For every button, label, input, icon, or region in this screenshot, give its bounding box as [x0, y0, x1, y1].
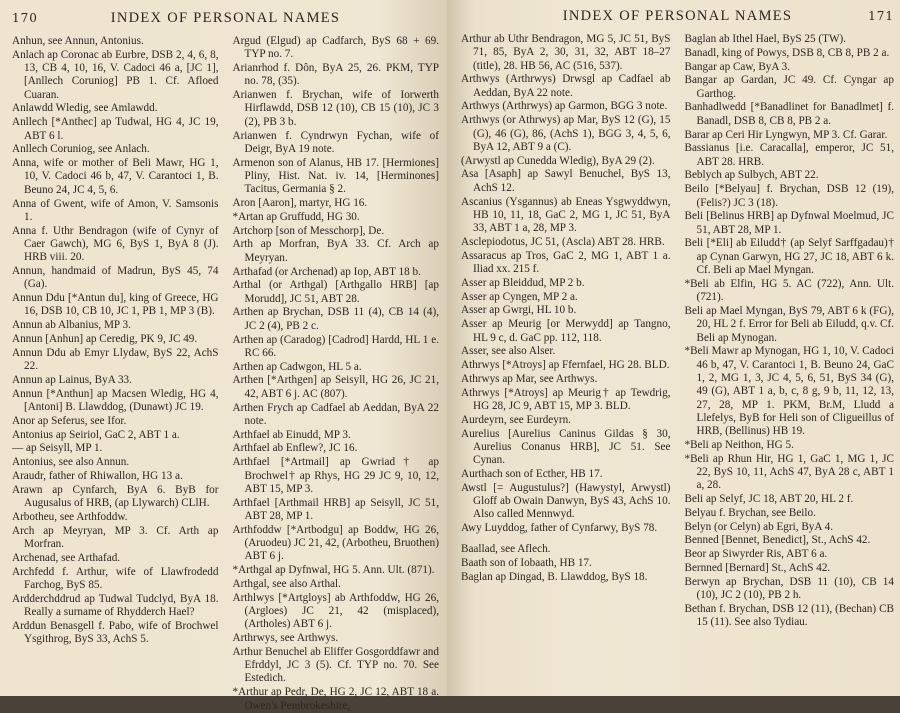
index-entry: Arthen [*Arthgen] ap Seisyll, HG 26, JC 21, 42, ABT 6 j. AC (807). [232, 374, 439, 400]
index-entry: Arthen ap (Caradog) [Cadrod] Hardd, HL 1 e. RC 66. [232, 333, 439, 359]
index-entry: Arianwen f. Cyndrwyn Fychan, wife of Deigr, ByA 19 note. [232, 129, 439, 155]
index-entry: Bangar ap Gardan, JC 49. Cf. Cyngar ap Garthog. [684, 74, 894, 100]
index-entry: Aurdeyrn, see Eurdeyrn. [461, 413, 571, 426]
index-entry: Asser ap Meurig [or Merwydd] ap Tangno, HL 9 c, d. GaC pp. 112, 118. [461, 318, 671, 344]
index-entry: Asclepiodotus, JC 51, (Ascla) ABT 28. HRB. [461, 235, 665, 248]
index-entry: Anlach ap Coronac ab Eurbre, DSB 2, 4, 6, 8, 13, CB 4, 10, 16, V. Cadoci 46 a, [JC 1], [Anllech Coruniog] PB 1. Cf. Afloed Cuaran. [12, 48, 219, 101]
index-entry: Antonius ap Seiriol, GaC 2, ABT 1 a. [12, 428, 180, 441]
index-entry: Banhadlwedd [*Banadlinet for Banadlmet] f. Banadl, DSB 8, CB 8, PB 2 a. [684, 101, 894, 127]
index-entry: Anor ap Seferus, see Ifor. [12, 414, 127, 427]
index-entry: Arthen ap Brychan, DSB 11 (4), CB 14 (4), JC 2 (4), PB 2 c. [232, 306, 439, 332]
index-entry: *Beli Mawr ap Mynogan, HG 1, 10, V. Cadoci 46 b, 47, V. Carantoci 1, B. Beuno 24, GaC 1, 2, MG 1, 3, JC 4, 5, 6, 51, ByS 34 (G), 49 (G), ABT 1 a, b, c, 8 g, 9 b, 11, 12, 13, 27, 28, MP 1. PKM, Br.M, Lludd a Llefelys, ByB for Heli son of Cligueillus of HRB, (Bellinus) HB 19. [684, 345, 894, 438]
index-entry: Anllech [*Anthec] ap Tudwal, HG 4, JC 19, ABT 6 l. [12, 116, 219, 142]
index-entry: Berwyn ap Brychan, DSB 11 (10), CB 14 (10), JC 2 (10), PB 2 h. [684, 575, 894, 602]
index-entry: *Arthur ap Pedr, De, HG 2, JC 12, ABT 18 a. Owen's Pembrokeshire, [232, 686, 439, 712]
index-entry: Bethan f. Brychan, DSB 12 (11), (Bechan) CB 15 (11). See also Tydiau. [684, 602, 894, 629]
running-head [461, 8, 894, 25]
index-entry: (Arwystl ap Cunedda Wledig), ByA 29 (2). [461, 154, 655, 167]
index-entry: Athrwys [*Atroys] ap Ffernfael, HG 28. BLD. [461, 359, 670, 372]
page-number: 170 [12, 11, 38, 25]
index-entry: Artchorp [son of Messchorp], De. [232, 224, 385, 237]
index-entry: Annun ab Albanius, MP 3. [12, 319, 131, 332]
running-head [12, 10, 439, 27]
index-entry: Arthfoddw [*Artbodgu] ap Boddw, HG 26, (Aruodeu) JC 21, 42, (Arbotheu, Bruothen) ABT 6 j. [232, 523, 440, 563]
index-entry: Beli [Belinus HRB] ap Dyfnwal Moelmud, JC 51, ABT 28, MP 1. [684, 210, 894, 236]
index-entry: Beblych ap Sulbych, ABT 22. [684, 169, 819, 182]
index-column [12, 35, 219, 713]
index-entry: Archenad, see Arthafad. [12, 551, 121, 564]
index-entry: Anna, wife or mother of Beli Mawr, HG 1, 10, V. Cadoci 46 b, 47, V. Carantoci 1, B. Beuno 24, JC 4, 5, 6. [12, 157, 219, 196]
index-entry: Annun [Anhun] ap Ceredig, PK 9, JC 49. [12, 333, 198, 346]
index-entry: Arianrhod f. Dôn, ByA 25, 26. PKM, TYP no. 78, (35). [232, 62, 439, 88]
index-entry: Benned [Bennet, Benedict], St., AchS 42. [684, 534, 871, 547]
index-entry: Arthfael [Arthmail HRB] ap Seisyll, JC 51, ABT 28, MP 1. [232, 496, 439, 522]
index-column [685, 33, 895, 630]
index-entry: Ardderchddrud ap Tudwal Tudclyd, ByA 18. Really a surname of Rhydderch Hael? [12, 592, 219, 618]
index-entry: Ascanius (Ysgannus) ab Eneas Ysgwyddwyn, HB 10, 11, 18, GaC 2, MG 1, JC 51, ByA 33, ABT 1 a, 28, MP 3. [461, 195, 671, 235]
index-column [461, 33, 671, 630]
index-entry: Athrwys [*Atroys] ap Meurig† ap Tewdrig, HG 28, JC 9, ABT 15, MP 3. BLD. [461, 386, 671, 413]
index-entry: Baglan ab Ithel Hael, ByS 25 (TW). [684, 33, 847, 45]
index-entry: Antonius, see also Annun. [12, 456, 130, 469]
index-entry: Assaracus ap Tros, GaC 2, MG 1, ABT 1 a. Iliad xx. 215 f. [461, 249, 671, 276]
index-entry: — ap Seisyll, MP 1. [12, 442, 103, 455]
index-entry: Arthafad (or Archenad) ap Iop, ABT 18 b. [232, 265, 421, 278]
index-entry: Arddun Benasgell f. Pabo, wife of Brochwel Ysgithrog, ByS 33, AchS 5. [12, 619, 219, 646]
index-entry: Armenon son of Alanus, HB 17. [Hermiones] Pliny, Hist. Nat. iv. 14, [Herminones] Tacitus, Germania § 2. [232, 156, 439, 196]
index-entry: Bangar ap Caw, ByA 3. [684, 60, 791, 73]
index-entry: Anna f. Uthr Bendragon (wife of Cynyr of Caer Gawch), MG 6, ByS 1, ByA 8 (J). HRB viii. 20. [12, 224, 219, 264]
index-entry: Arthgal, see also Arthal. [232, 577, 341, 590]
index-entry: Baglan ap Dingad, B. Llawddog, ByS 18. [461, 571, 648, 584]
index-entry: Archfedd f. Arthur, wife of Llawfrodedd Farchog, ByS 85. [12, 565, 219, 591]
index-entry: Asa [Asaph] ap Sawyl Benuchel, ByS 13, AchS 12. [461, 168, 671, 194]
index-entry: Anlawdd Wledig, see Amlawdd. [12, 102, 158, 115]
index-entry: Bernned [Bernard] St., AchS 42. [684, 562, 831, 575]
index-entry: Arthwys (or Athrwys) ap Mar, ByS 12 (G), 15 (G), 46 (G), 86, (AchS 1), BGG 3, 4, 5, 6, ByA 12, ABT 9 a (C). [461, 114, 671, 153]
index-entry: Banadl, king of Powys, DSB 8, CB 8, PB 2 a. [684, 46, 890, 59]
index-entry: Arthlwys [*Artgloys] ab Arthfoddw, HG 26, (Argloes) JC 21, 42 (misplaced), (Artholes) ABT 6 j. [232, 591, 439, 631]
index-entry: Annun Ddu ab Emyr Llydaw, ByS 22, AchS 22. [12, 346, 219, 373]
index-entry: Arbotheu, see Arthfoddw. [12, 510, 128, 523]
index-entry: *Artan ap Gruffudd, HG 30. [232, 210, 360, 223]
index-entry: Baath son of Iobaath, HB 17. [461, 557, 592, 570]
index-entry: Aron [Aaron], martyr, HG 16. [232, 197, 368, 210]
index-entry: Anna of Gwent, wife of Amon, V. Samsonis 1. [12, 197, 219, 223]
index-columns [12, 35, 439, 713]
index-entry: Arawn ap Cynfarch, ByA 6. ByB for Augusalus of HRB, (ap Llywarch) CLlH. [12, 483, 219, 510]
index-entry: Anllech Coruniog, see Anlach. [12, 143, 150, 156]
index-columns [461, 33, 894, 630]
index-entry: Aurelius [Aurelius Caninus Gildas § 30, Aurelius Conanus HRB], JC 51. See Cynan. [461, 427, 671, 467]
index-entry: Asser, see also Alser. [461, 345, 556, 358]
index-entry: Athrwys ap Mar, see Arthwys. [461, 372, 598, 385]
index-entry: Arianwen f. Brychan, wife of Iorwerth Hirflawdd, DSB 12 (10), CB 15 (10), JC 3 (2), PB 3 b. [232, 89, 439, 128]
index-entry: *Arthgal ap Dyfnwal, HG 5. Ann. Ult. (871). [232, 564, 435, 577]
index-entry: Aurthach son of Ecther, HB 17. [461, 468, 603, 480]
index-entry: Argud (Elgud) ap Cadfarch, ByS 68 + 69. TYP no. 7. [232, 35, 439, 61]
running-title: INDEX OF PERSONAL NAMES [562, 8, 793, 24]
index-entry: Arth ap Morfran, ByA 33. Cf. Arch ap Meyryan. [232, 238, 439, 264]
index-entry: Arthal (or Arthgal) [Arthgallo HRB] [ap Morudd], JC 51, ABT 28. [232, 279, 439, 305]
index-entry: Bassianus [i.e. Caracalla], emperor, JC 51, ABT 28. HRB. [684, 142, 894, 168]
index-entry: Arthwys (Arthrwys) Drwsgl ap Cadfael ab Aeddan, ByA 22 note. [461, 73, 671, 99]
page-number: 171 [868, 9, 894, 23]
index-entry: Awy Luyddog, father of Cynfarwy, ByS 78. [461, 522, 658, 535]
running-title: INDEX OF PERSONAL NAMES [110, 10, 341, 26]
index-entry: Beli [*Eli] ab Eiludd† (ap Selyf Sarffgadau)† ap Cynan Garwyn, HG 27, JC 18, ABT 6 k. Cf. Beli ap Mael Myngan. [684, 237, 894, 277]
index-entry: Arthfael ab Einudd, MP 3. [232, 428, 351, 441]
index-entry: Barar ap Ceri Hir Lyngwyn, MP 3. Cf. Garar. [684, 128, 888, 141]
index-entry: Arthur ab Uthr Bendragon, MG 5, JC 51, ByS 71, 85, ByA 2, 30, 31, 32, ABT 18–27 (title), 28. HB 56, AC (516, 537). [461, 33, 671, 72]
index-column [233, 35, 440, 713]
index-entry: Asser ap Bleiddud, MP 2 b. [461, 276, 585, 289]
index-entry: Annun, handmaid of Madrun, ByS 45, 74 (Ga). [12, 265, 219, 291]
index-entry: Anhun, see Annun, Antonius. [12, 35, 144, 47]
index-entry: Baallad, see Aflech. [461, 543, 551, 556]
index-entry: Arthur Benuchel ab Eliffer Gosgorddfawr and Efrddyl, JC 3 (5). Cf. TYP no. 70. See Estedich. [232, 645, 439, 685]
index-entry: Arthfael [*Artmail] ap Gwriad† ap Brochwel† ap Rhys, HG 29 JC 9, 10, 12, ABT 15, MP 3. [232, 456, 439, 495]
index-entry: *Beli ap Neithon, HG 5. [684, 438, 794, 451]
index-entry: *Beli ab Elfin, HG 5. AC (722), Ann. Ult. (721). [684, 277, 894, 304]
index-entry: Araudr, father of Rhiwallon, HG 13 a. [12, 470, 183, 482]
left-page [0, 0, 447, 712]
index-entry: Awstl [= Augustulus?] (Hawystyl, Arwystl) Gloff ab Owain Danwyn, ByS 43, AchS 10. Also called Mennwyd. [461, 481, 671, 521]
index-entry: Asser ap Gwrgi, HL 10 b. [461, 304, 577, 317]
index-entry: Beilo [*Belyau] f. Brychan, DSB 12 (19), (Felis?) JC 3 (18). [684, 183, 894, 209]
index-entry: Arthwys (Arthrwys) ap Garmon, BGG 3 note. [461, 100, 668, 113]
index-entry: Arthrwys, see Arthwys. [232, 632, 339, 645]
index-entry: Belyn (or Celyn) ab Egri, ByA 4. [684, 520, 834, 533]
index-entry: Beli ap Mael Myngan, ByS 79, ABT 6 k (FG), 20, HL 2 f. Error for Beli ab Eiludd, q.v. Cf. Beli ap Mynogan. [684, 304, 894, 344]
index-entry: Annun [*Anthun] ap Macsen Wledig, HG 4, [Antoni] B. Llawddog, (Dunawt) JC 19. [12, 387, 219, 414]
index-entry: Arch ap Meyryan, MP 3. Cf. Arth ap Morfran. [12, 524, 219, 550]
index-entry: Beli ap Selyf, JC 18, ABT 20, HL 2 f. [684, 493, 854, 506]
index-entry: Arthen ap Cadwgon, HL 5 a. [232, 360, 362, 373]
index-entry: Annun ap Lainus, ByA 33. [12, 373, 132, 386]
index-entry: *Beli ap Rhun Hir, HG 1, GaC 1, MG 1, JC 22, ByS 10, 11, AchS 47, ByA 28 c, ABT 1 a, 28. [684, 452, 894, 492]
index-entry: Belyau f. Brychan, see Beilo. [684, 506, 816, 519]
index-entry: Asser ap Cyngen, MP 2 a. [461, 290, 578, 303]
index-entry: Annun Ddu [*Antun du], king of Greece, HG 16, DSB 10, CB 10, JC 1, PB 1, MP 3 (B). [12, 292, 219, 318]
index-entry: Beor ap Siwyrder Ris, ABT 6 a. [684, 548, 828, 561]
index-entry: Arthfael ab Enflew?, JC 16. [232, 442, 358, 455]
index-entry: Arthen Frych ap Cadfael ab Aeddan, ByA 22 note. [232, 401, 439, 427]
right-page [447, 0, 900, 696]
